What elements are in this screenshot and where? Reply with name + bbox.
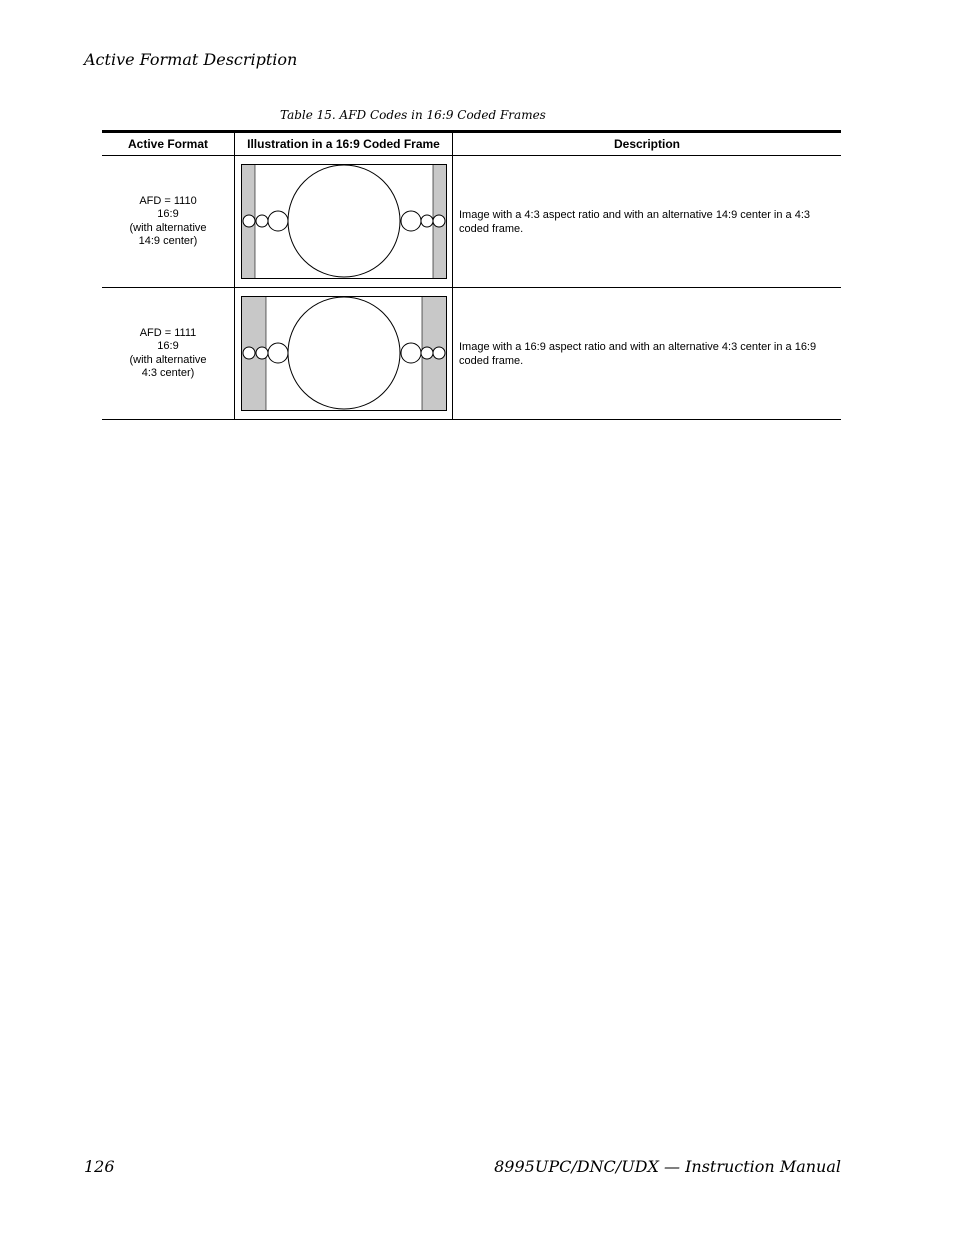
active-format-cell <box>102 288 235 420</box>
small-circle <box>433 215 445 227</box>
alt-note: (with alternative <box>129 221 207 234</box>
column-header-description: Description <box>453 132 842 156</box>
small-circle <box>421 347 433 359</box>
small-circle <box>433 347 445 359</box>
afd-1110-illustration <box>241 164 447 279</box>
small-circle <box>421 215 433 227</box>
page-number: 126 <box>84 1157 115 1176</box>
afd-1111-illustration <box>241 296 447 411</box>
small-circle <box>256 347 268 359</box>
alt-note-2: 14:9 center) <box>138 235 198 247</box>
small-circle <box>243 215 255 227</box>
small-circle <box>256 215 268 227</box>
aspect-ratio: 16:9 <box>157 208 179 220</box>
medium-circle <box>268 211 288 231</box>
column-header-active-format: Active Format <box>102 132 235 156</box>
afd-code: AFD = 1111 <box>139 326 197 339</box>
description-cell: Image with a 16:9 aspect ratio and with an alternative 4:3 center in a 16:9 coded frame. <box>453 288 842 420</box>
alt-note-2: 4:3 center) <box>141 367 195 379</box>
medium-circle <box>268 343 288 363</box>
table-header-row <box>102 132 841 156</box>
table-row <box>102 156 841 288</box>
table-caption: Table 15. AFD Codes in 16:9 Coded Frames <box>280 108 546 122</box>
manual-title: 8995UPC/DNC/UDX — Instruction Manual <box>494 1157 841 1176</box>
aspect-ratio: 16:9 <box>157 340 179 352</box>
afd-table <box>102 130 841 420</box>
small-circle <box>243 347 255 359</box>
description-cell: Image with a 4:3 aspect ratio and with an alternative 14:9 center in a 4:3 coded frame. <box>453 156 842 288</box>
active-format-cell <box>102 156 235 288</box>
medium-circle <box>401 211 421 231</box>
alt-note: (with alternative <box>129 353 207 366</box>
medium-circle <box>401 343 421 363</box>
afd-code: AFD = 1110 <box>139 194 197 207</box>
running-head: Active Format Description <box>84 50 298 69</box>
column-header-illustration: Illustration in a 16:9 Coded Frame <box>235 132 453 156</box>
illustration-cell <box>235 156 453 288</box>
illustration-cell <box>235 288 453 420</box>
table-row <box>102 288 841 420</box>
